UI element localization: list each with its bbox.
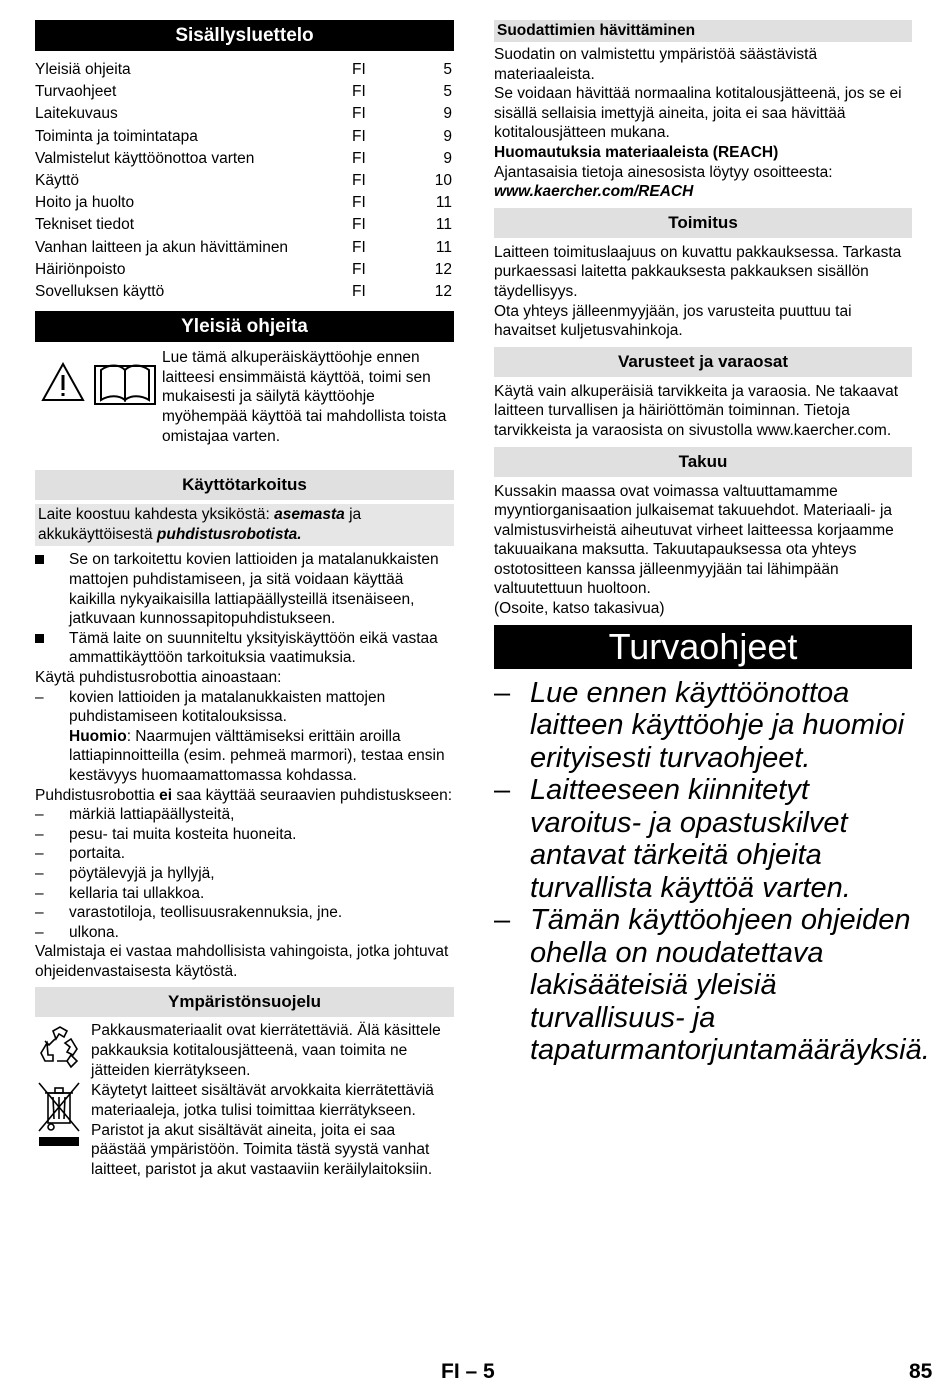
accessories-text: Käytä vain alkuperäisiä tarvikkeita ja varaosia. Ne takaavat laitteen turvallisen ja häiriöttömän toiminnan. Tietoja tarvikkeista ja varaosista on sivustolla www.kaercher.com. xyxy=(494,382,899,439)
purpose-intro: Laite koostuu kahdesta yksiköstä: asemasta ja akkukäyttöisestä puhdistusrobotista. xyxy=(35,504,454,546)
toc-entry-name: Laitekuvaus xyxy=(35,105,118,123)
toc-entry-page: 9 xyxy=(443,105,452,123)
toc-row[interactable] xyxy=(35,237,454,259)
toc-entry-lang: FI xyxy=(352,127,366,145)
toc-entry-lang: FI xyxy=(352,172,366,190)
safety-title: Turvaohjeet xyxy=(494,625,912,669)
toc-entry-name: Valmistelut käyttöönottoa varten xyxy=(35,149,255,167)
use-only-text: Käytä puhdistusrobottia ainoastaan: xyxy=(35,668,282,686)
reach-text: Ajantasaisia tietoja ainesosista löytyy osoitteesta: xyxy=(494,163,833,181)
toc-entry-name: Käyttö xyxy=(35,172,79,190)
left-column xyxy=(35,20,454,1211)
delivery-text-2: Ota yhteys jälleenmyyjään, jos varusteita puuttuu tai havaitset kuljetusvahinkoja. xyxy=(494,302,852,340)
toc-entry-page: 11 xyxy=(435,216,452,234)
toc-row[interactable] xyxy=(35,281,454,303)
toc-entry-name: Häiriönpoisto xyxy=(35,260,126,278)
toc-entry-lang: FI xyxy=(352,149,366,167)
devices-text: Käytetyt laitteet sisältävät arvokkaita kierrätettäviä materiaaleja, jotka tulisi toimittaa kierrätykseen. Paristot ja akut sisältävät aineita, joita ei saa päästää ympäristöön. Toimita tästä syystä vanhat laitteet, paristot ja akut vastaaviin keräilylaitoksiin. xyxy=(91,1082,434,1178)
toc-entry-name: Toiminta ja toimintatapa xyxy=(35,127,198,145)
not-use-item: – portaita. xyxy=(35,845,126,863)
general-title: Yleisiä ohjeita xyxy=(35,311,454,342)
toc-entry-name: Yleisiä ohjeita xyxy=(35,61,131,78)
accessories-title: Varusteet ja varaosat xyxy=(494,347,912,377)
warranty-address: (Osoite, katso takasivua) xyxy=(494,600,665,618)
devices-block xyxy=(35,1081,454,1211)
toc-entry-page: 11 xyxy=(435,238,452,256)
use-dash-1: – kovien lattioiden ja matalanukkaisten mattojen puhdistamiseen kotitalouksissa. xyxy=(35,688,386,726)
not-use-item: – varastotiloja, teollisuusrakennuksia, jne. xyxy=(35,904,343,922)
safety-list xyxy=(494,676,930,1067)
not-use-item: – märkiä lattiapäällysteitä, xyxy=(35,806,235,824)
toc-entry-page: 12 xyxy=(434,260,452,278)
toc-table xyxy=(35,59,454,303)
safety-item: – Lue ennen käyttöönottoa laitteen käyttöohje ja huomioi erityisesti turvaohjeet. xyxy=(494,676,905,774)
toc-entry-name: Sovelluksen käyttö xyxy=(35,283,165,301)
toc-entry-name: Hoito ja huolto xyxy=(35,194,135,212)
warranty-title: Takuu xyxy=(494,447,912,477)
reach-link[interactable]: www.kaercher.com/REACH xyxy=(494,183,694,201)
filters-text-2: Se voidaan hävittää normaalina kotitalousjätteenä, jos se ei sisällä sellaisia imettyjä aineita, joita ei saa hävittää kotitalousjätteen mukana. xyxy=(494,85,902,142)
not-use-item: – pöytälevyjä ja hyllyjä, xyxy=(35,864,215,882)
right-column xyxy=(494,20,930,1067)
toc-entry-page: 10 xyxy=(434,172,452,190)
toc-row[interactable] xyxy=(35,103,454,125)
delivery-title: Toimitus xyxy=(494,208,912,238)
toc-entry-page: 11 xyxy=(435,194,452,212)
toc-title: Sisällysluettelo xyxy=(35,20,454,51)
toc-entry-page: 9 xyxy=(443,127,452,145)
not-use-item: – pesu- tai muita kosteita huoneita. xyxy=(35,825,297,843)
purpose-bullet-1: Se on tarkoitettu kovien lattioiden ja matalanukkaisten mattojen puhdistamiseen, ja sitä voidaan käyttää kaikilla nykyaikaisilla lattiapäällysteillä itsenäiseen, jatkuvaan kunnossapitopuhdistukseen. xyxy=(35,550,454,628)
toc-row[interactable] xyxy=(35,170,454,192)
toc-entry-lang: FI xyxy=(352,260,366,278)
general-block xyxy=(35,346,454,464)
toc-entry-page: 12 xyxy=(434,283,452,301)
manual-book-icon xyxy=(93,358,157,406)
safety-item: – Tämän käyttöohjeen ohjeiden ohella on noudatettava lakisääteisiä yleisiä turvallisuus- ja tapaturmantorjuntamääräyksiä. xyxy=(494,904,930,1067)
toc-entry-name: Turvaohjeet xyxy=(35,83,117,101)
toc-entry-name: Tekniset tiedot xyxy=(35,216,135,234)
toc-entry-lang: FI xyxy=(352,283,366,301)
environment-title: Ympäristönsuojelu xyxy=(35,987,454,1017)
toc-entry-name: Vanhan laitteen ja akun hävittäminen xyxy=(35,238,289,256)
packaging-block xyxy=(35,1021,454,1077)
delivery-text-1: Laitteen toimituslaajuus on kuvattu pakkauksessa. Tarkasta purkaessasi laitetta pakkauksesta pakkauksen sisällön täydellisyys. xyxy=(494,243,902,300)
toc-entry-page: 9 xyxy=(443,149,452,167)
safety-item: – Laitteeseen kiinnitetyt varoitus- ja opastuskilvet antavat tärkeitä ohjeita turvallista käyttöä varten. xyxy=(494,774,851,904)
footer-page-number: 85 xyxy=(909,1360,933,1383)
toc-row[interactable] xyxy=(35,59,454,81)
toc-row[interactable] xyxy=(35,81,454,103)
crossed-bin-icon xyxy=(37,1081,81,1151)
not-use-item: – kellaria tai ullakkoa. xyxy=(35,884,205,902)
packaging-text: Pakkausmateriaalit ovat kierrätettäviä. Älä käsittele pakkauksia kotitalousjätteenä, vaan toimita ne jätteiden kierrätykseen. xyxy=(91,1022,441,1079)
toc-entry-lang: FI xyxy=(352,238,366,256)
recycle-icon xyxy=(37,1025,83,1069)
warning-icon xyxy=(41,362,85,402)
toc-entry-page: 5 xyxy=(443,83,452,101)
toc-entry-lang: FI xyxy=(352,194,366,212)
toc-entry-lang: FI xyxy=(352,105,366,123)
purpose-bullet-2: Tämä laite on suunniteltu yksityiskäyttöön eikä vastaa ammattikäyttöön tarkoituksia vaatimuksia. xyxy=(35,629,454,668)
note-text: Huomio: Naarmujen välttämiseksi erittäin aroilla lattiapinnoitteilla (esim. pehmeä marmori), testaa ensin kestävyys huomaamattomassa kohdassa. xyxy=(69,727,445,784)
toc-row[interactable] xyxy=(35,192,454,214)
not-use-item: – ulkona. xyxy=(35,923,119,941)
filters-text-1: Suodatin on valmistettu ympäristöä säästävistä materiaaleista. xyxy=(494,46,818,83)
liability-text: Valmistaja ei vastaa mahdollisista vahingoista, jotka johtuvat ohjeidenvastaisesta käytöstä. xyxy=(35,943,449,980)
toc-row[interactable] xyxy=(35,214,454,236)
toc-row[interactable] xyxy=(35,148,454,170)
warranty-text: Kussakin maassa ovat voimassa valtuuttamamme myyntiorganisaation julkaisemat takuuehdot. Materiaali- ja valmistusvirheistä aiheutuvat virheet laitteessa korjaamme takuuaikana maksutta. Takuutapauksessa ota yhteys ostotositteen kanssa jälleenmyyjään tai lähimpään valtuutettuun huoltoon. xyxy=(494,482,894,598)
not-use-intro: Puhdistusrobottia ei saa käyttää seuraavien puhdistuskseen: xyxy=(35,786,453,804)
not-use-list xyxy=(35,805,454,942)
general-text: Lue tämä alkuperäiskäyttöohje ennen laitteesi ensimmäistä käyttöä, toimi sen mukaisesti ja säilytä käyttöohje myöhempää käyttöä tai mahdollista toista omistajaa varten. xyxy=(162,349,447,445)
reach-title: Huomautuksia materiaaleista (REACH) xyxy=(494,143,779,161)
footer-section: FI – 5 xyxy=(441,1360,495,1383)
filters-title: Suodattimien hävittäminen xyxy=(494,20,912,42)
toc-entry-page: 5 xyxy=(443,61,452,78)
toc-entry-lang: FI xyxy=(352,83,366,101)
toc-row[interactable] xyxy=(35,259,454,281)
toc-entry-lang: FI xyxy=(352,216,366,234)
toc-entry-lang: FI xyxy=(352,61,366,78)
toc-row[interactable] xyxy=(35,126,454,148)
purpose-title: Käyttötarkoitus xyxy=(35,470,454,500)
